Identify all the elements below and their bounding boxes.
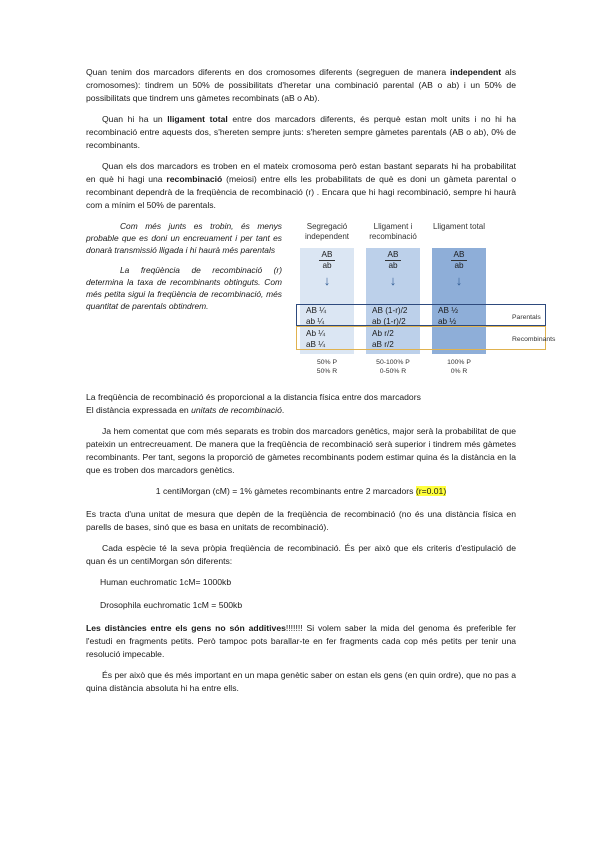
paragraph-independent: Quan tenim dos marcadors diferents en dos cromosomes diferents (segreguen de manera independent als cromosomes): tindrem un 50% de possibilitats d'heretar una combinació parental (AB o ab) i un 50% de possibilitats que tindrem uns gàmetes recombinats (aB o Ab). — [86, 67, 516, 103]
gamete-cell: AB (1-r)/2 ab (1-r)/2 — [372, 306, 408, 326]
paragraph-gene-order: És per això que és més important en un mapa genètic saber on estan els gens (en quin ordre), que no pas a quina distància absoluta hi ha entre ells. — [86, 670, 516, 693]
percentage-label: 50% P 50% R — [316, 359, 338, 375]
recombinants-label: Recombinants — [512, 336, 556, 343]
paragraph-species: Cada espècie té la seva pròpia freqüència de recombinació. És per això que els criteris d'estipulació de quan és un centiMorgan són diferents: — [86, 543, 516, 566]
centimorgan-formula: 1 centiMorgan (cM) = 1% gàmetes recombinants entre 2 marcadors (r=0.01) — [155, 486, 447, 496]
document-page — [86, 66, 556, 703]
paragraph-additive: Les distàncies entre els gens no són additives!!!!!!! Si volem saber la mida del genoma és preferible fer l'estudi en fragments petits. Però tampoc pots barallar-te en fer fragments cada cop més petits per tenir una resolució impecable. — [86, 623, 516, 659]
down-arrow-icon: ↓ — [389, 273, 397, 288]
paragraph-total-linkage: Quan hi ha un lligament total entre dos marcadors diferents, és perquè estan molt units i no hi ha recombinació entre aquests dos, s'hereten sempre junts: s'hereten sempre gàmetes parentals (AB o ab), 0% de recombinants. — [86, 114, 516, 150]
figure-text-1: Com més junts es trobin, és menys probable que es doni un encreuament i per tant es donarà transmissió lligada i hi haurà més parentals — [86, 221, 282, 255]
gamete-cell: Ab ¼ aB ¼ — [306, 329, 326, 349]
genotype: AB ab — [300, 250, 354, 271]
paragraph-unit: Es tracta d'una unitat de mesura que depèn de la freqüència de recombinació (no és una distància física en parells de bases, sinó que es basa en unitats de recombinació). — [86, 509, 516, 532]
human-ratio: Human euchromatic 1cM= 1000kb — [100, 577, 232, 587]
column-header: Lligament i recombinació — [369, 222, 417, 241]
column-header: Segregació independent — [304, 222, 350, 241]
highlighted-value: (r=0.01) — [415, 486, 447, 496]
down-arrow-icon: ↓ — [455, 273, 463, 288]
paragraph-recombination: Quan els dos marcadors es troben en el mateix cromosoma però estan bastant separats hi ha probabilitat en què hi hagi una recombinació (meiosi) entre ells les probabilitats de què es doni un gàmeta parental o recombinant dependrà de la freqüència de recombinació (r) . Encara que hi hagi recombinació, sempre hi haurà com a mínim el 50% de parentals. — [86, 161, 516, 210]
paragraph-crossover: Ja hem comentat que com més separats es trobin dos marcadors genètics, major serà la probabilitat de que pateixin un entrecreuament. De manera que la freqüència de recombinació serà superior i tindrem més gàmetes recombinants. Per tant, segons la proporció de gàmetes recombinants podem estimar quina és la distància en la que es troben dos marcadors genètics. — [86, 426, 516, 475]
genotype: AB ab — [366, 250, 420, 271]
gamete-cell: Ab r/2 aB r/2 — [372, 329, 394, 349]
paragraph-distance: La freqüència de recombinació és proporcional a la distancia física entre dos marcadors El distància expressada en unitats de recombinació. — [86, 392, 421, 415]
percentage-label: 50-100% P 0-50% R — [376, 359, 410, 375]
gamete-cell: AB ¼ ab ¼ — [306, 306, 327, 326]
figure-caption — [86, 220, 282, 320]
recombination-figure — [86, 220, 556, 385]
figure-text-2: La freqüència de recombinació (r) determina la taxa de recombinants obtinguts. Com més petita sigui la freqüència de recombinació, més quantitat de parentals obtindrem. — [86, 265, 282, 311]
gamete-cell: AB ½ ab ½ — [438, 306, 459, 326]
segregation-diagram — [300, 222, 556, 382]
drosophila-ratio: Drosophila euchromatic 1cM = 500kb — [100, 600, 243, 610]
down-arrow-icon: ↓ — [323, 273, 331, 288]
percentage-label: 100% P 0% R — [447, 359, 471, 375]
genotype: AB ab — [432, 250, 486, 271]
column-header: Lligament total — [432, 222, 486, 231]
parentals-label: Parentals — [512, 314, 541, 321]
